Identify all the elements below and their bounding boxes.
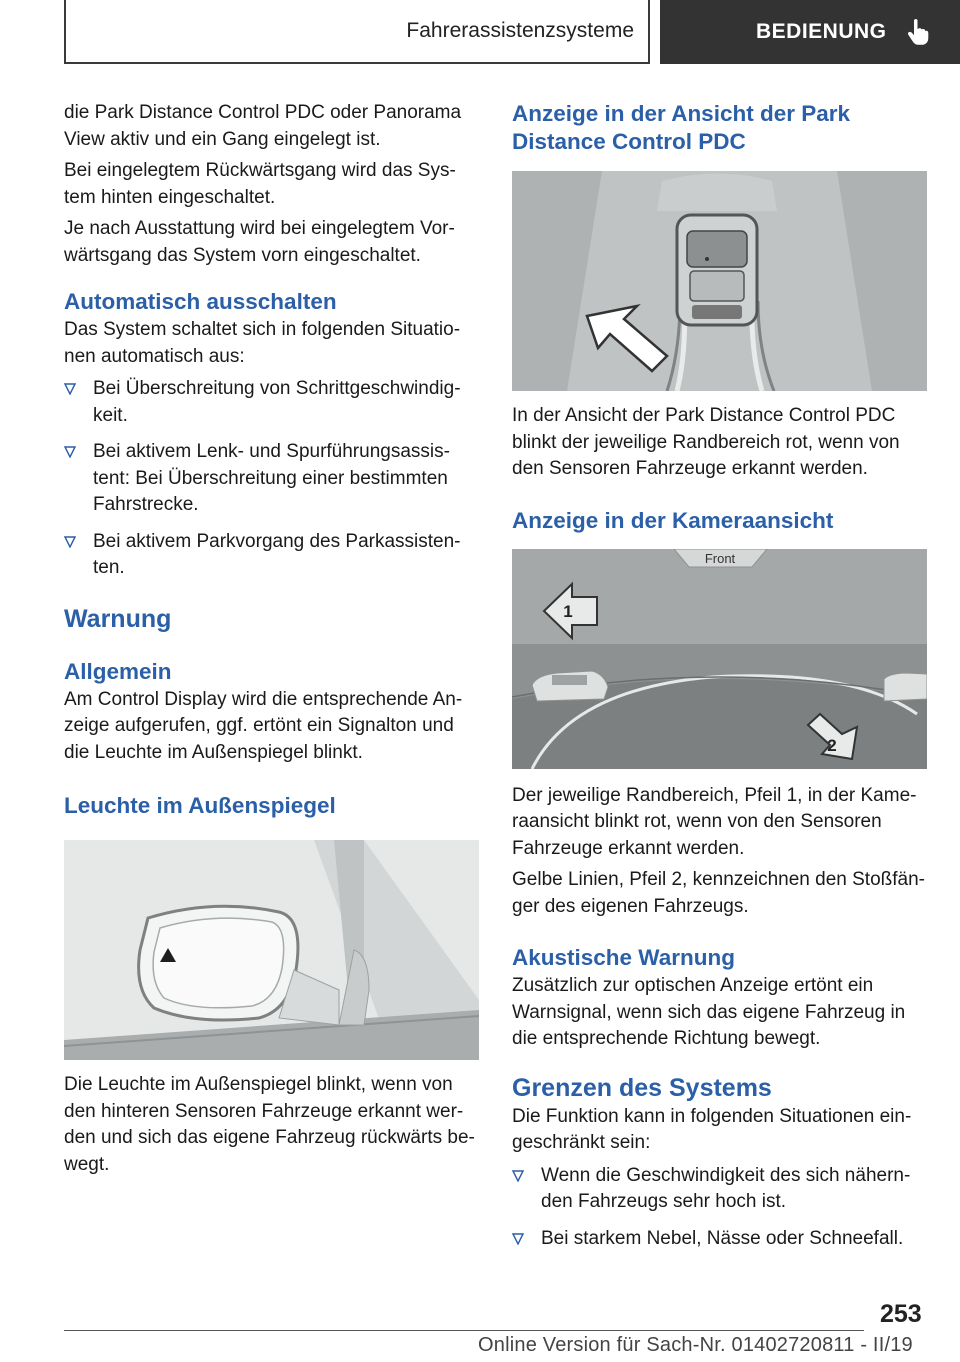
pdc-view-figure [512,171,927,391]
header-section-tab [64,0,650,64]
list-item: Bei starkem Nebel, Nässe oder Schneefall. [512,1226,927,1253]
mirror-light-figure [64,840,479,1060]
camera-label-1: 1 [563,601,573,621]
heading-warning: Warnung [64,604,172,633]
camera-paragraph-2: Gelbe Linien, Pfeil 2, kennzeichnen den Stoßfänger des eigenen Fahrzeugs. [512,869,925,917]
left-column [64,100,479,1183]
pdc-paragraph: In der Ansicht der Park Distance Control PDC blinkt der jeweilige Randbereich rot, wenn von den Sensoren Fahrzeuge erkannt werden. [512,405,900,479]
list-item: Wenn die Geschwindigkeit des sich nähernden Fahrzeugs sehr hoch ist. [512,1163,927,1216]
page-number: 253 [880,1300,922,1328]
intro-paragraph-2: Bei eingelegtem Rückwärtsgang wird das System hinten eingeschaltet. [64,160,456,208]
heading-acoustic-warning: Akustische Warnung [512,945,735,970]
mirror-paragraph: Die Leuchte im Außenspiegel blinkt, wenn von den hinteren Sensoren Fahrzeuge erkannt werden und sich das eigene Fahrzeug rückwärts bewegt. [64,1074,475,1175]
header-section-title: Fahrerassistenzsysteme [406,19,634,42]
heading-pdc-view: Anzeige in der Ansicht der Park Distance Control PDC [512,101,851,154]
heading-general: Allgemein [64,658,172,684]
header-chapter-title: BEDIENUNG [756,20,887,43]
heading-camera-view: Anzeige in der Kameraansicht [512,507,834,533]
side-mirror-illustration [64,840,479,1060]
heading-auto-off: Automatisch ausschalten [64,289,337,314]
general-paragraph: Am Control Display wird die entsprechende Anzeige aufgerufen, ggf. ertönt ein Signalton und die Leuchte im Außenspiegel blinkt. [64,688,463,763]
camera-label-2: 2 [827,735,837,755]
triangle-bullet-icon [64,446,76,458]
acoustic-paragraph: Zusätzlich zur optischen Anzeige ertönt ein Warnsignal, wenn sich das eigene Fahrzeug in die entsprechende Richtung bewegt. [512,975,906,1049]
limits-list [512,1163,927,1253]
triangle-bullet-icon [512,1233,524,1245]
triangle-bullet-icon [64,536,76,548]
triangle-bullet-icon [64,383,76,395]
auto-off-paragraph: Das System schaltet sich in folgenden Situationen automatisch aus: [64,319,461,367]
intro-paragraph-3: Je nach Ausstattung wird bei eingelegtem Vorwärtsgang das System vorn eingeschaltet. [64,218,455,266]
intro-paragraph-1: die Park Distance Control PDC oder Panorama View aktiv und ein Gang eingelegt ist. [64,102,462,150]
camera-paragraph-1: Der jeweilige Randbereich, Pfeil 1, in der Kameraansicht blinkt rot, wenn von den Sensoren Fahrzeuge erkannt werden. [512,784,917,859]
heading-system-limits: Grenzen des Systems [512,1073,772,1102]
limits-paragraph: Die Funktion kann in folgenden Situationen eingeschränkt sein: [512,1105,912,1153]
heading-mirror-light: Leuchte im Außenspiegel [64,793,336,818]
camera-label-front: Front [704,550,736,566]
list-item: Bei aktivem Parkvorgang des Parkassistenten. [64,529,479,582]
triangle-bullet-icon [512,1170,524,1182]
list-item: Bei Überschreitung von Schrittgeschwindigkeit. [64,376,479,429]
auto-off-list [64,376,479,582]
camera-view-illustration [512,549,927,769]
camera-view-figure [512,549,927,769]
footer-online-version: Online Version für Sach-Nr. 01402720811 - II/19 [478,1334,913,1356]
pointing-hand-icon [905,18,929,46]
pdc-view-illustration [512,171,927,391]
list-item: Bei aktivem Lenk- und Spurführungsassistent: Bei Überschreitung einer bestimmten Fahrstrecke. [64,439,479,519]
header-chapter-tab [660,0,960,64]
right-column [512,100,927,1262]
footer-divider [64,1330,864,1331]
